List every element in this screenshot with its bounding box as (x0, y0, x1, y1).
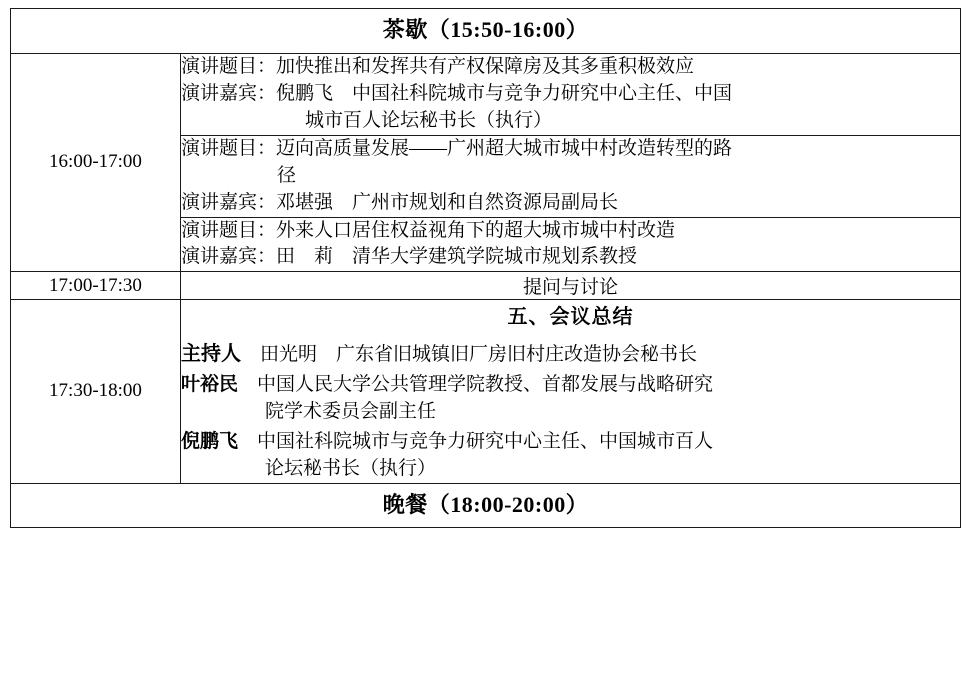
guest-label: 演讲嘉宾： (181, 246, 277, 268)
session-cell-2 (181, 135, 961, 217)
host-title: 广东省旧城镇旧厂房旧村庄改造协会秘书长 (336, 343, 698, 365)
dinner-cell (11, 483, 961, 528)
summary-speaker-2-line2: 论坛秘书长（执行） (265, 457, 437, 479)
topic-label: 演讲题目： (181, 137, 277, 159)
guest-name: 邓堪强 (276, 191, 334, 213)
session-2-topic-cont: 径 (277, 164, 297, 186)
topic-text: 外来人口居住权益视角下的超大城市城中村改造 (276, 219, 676, 241)
summary-speaker-1-line1 (181, 372, 960, 399)
summary-section-title: 五、会议总结 (507, 306, 634, 329)
summary-host-row (181, 338, 960, 369)
guest-label: 演讲嘉宾： (181, 191, 277, 213)
host-name: 田光明 (260, 343, 318, 365)
table-row-tea-break (11, 9, 961, 54)
time-cell-1700-1730: 17:00-17:30 (11, 272, 181, 300)
session-cell-3 (181, 217, 961, 272)
speaker-name: 叶裕民 (181, 373, 239, 395)
summary-speaker-2 (181, 426, 960, 483)
guest-label: 演讲嘉宾： (181, 82, 277, 104)
session-3-topic (181, 218, 960, 245)
topic-text: 迈向高质量发展——广州超大城市城中村改造转型的路 (276, 137, 733, 159)
topic-text: 加快推出和发挥共有产权保障房及其多重积极效应 (276, 55, 695, 77)
speaker-title: 中国社科院城市与竞争力研究中心主任、中国城市百人 (257, 430, 714, 452)
speaker-name: 倪鹏飞 (181, 430, 239, 452)
session-1-guest-title-cont: 城市百人论坛秘书长（执行） (305, 109, 553, 131)
time-cell-1600-1700: 16:00-17:00 (11, 53, 181, 272)
time-cell-1730-1800: 17:30-18:00 (11, 300, 181, 483)
guest-title: 广州市规划和自然资源局副局长 (352, 191, 619, 213)
topic-label: 演讲题目： (181, 55, 277, 77)
summary-speaker-2-line1 (181, 429, 960, 456)
guest-title: 中国社科院城市与竞争力研究中心主任、中国 (352, 82, 733, 104)
table-row-session-1 (11, 53, 961, 135)
session-1-topic (181, 54, 960, 81)
topic-label: 演讲题目： (181, 219, 277, 241)
session-2-guest (181, 190, 960, 217)
dinner-banner: 晚餐（18:00-20:00） (382, 491, 589, 517)
session-2-topic (181, 136, 960, 163)
guest-name: 倪鹏飞 (276, 82, 334, 104)
tea-break-banner: 茶歇（15:50-16:00） (382, 17, 589, 42)
table-row-qa (11, 272, 961, 300)
host-label: 主持人 (181, 342, 241, 365)
guest-name: 田 莉 (276, 246, 334, 268)
summary-speaker-1 (181, 369, 960, 426)
table-row-summary (11, 300, 961, 483)
session-1-guest (181, 81, 960, 108)
speaker-title: 中国人民大学公共管理学院教授、首都发展与战略研究 (257, 373, 714, 395)
summary-speaker-1-line2: 院学术委员会副主任 (265, 400, 437, 422)
table-row-dinner (11, 483, 961, 528)
qa-cell: 提问与讨论 (181, 272, 961, 300)
schedule-table (10, 8, 961, 528)
summary-cell (181, 300, 961, 483)
session-3-guest (181, 244, 960, 271)
guest-title: 清华大学建筑学院城市规划系教授 (352, 246, 638, 268)
tea-break-cell (11, 9, 961, 54)
session-cell-1 (181, 53, 961, 135)
